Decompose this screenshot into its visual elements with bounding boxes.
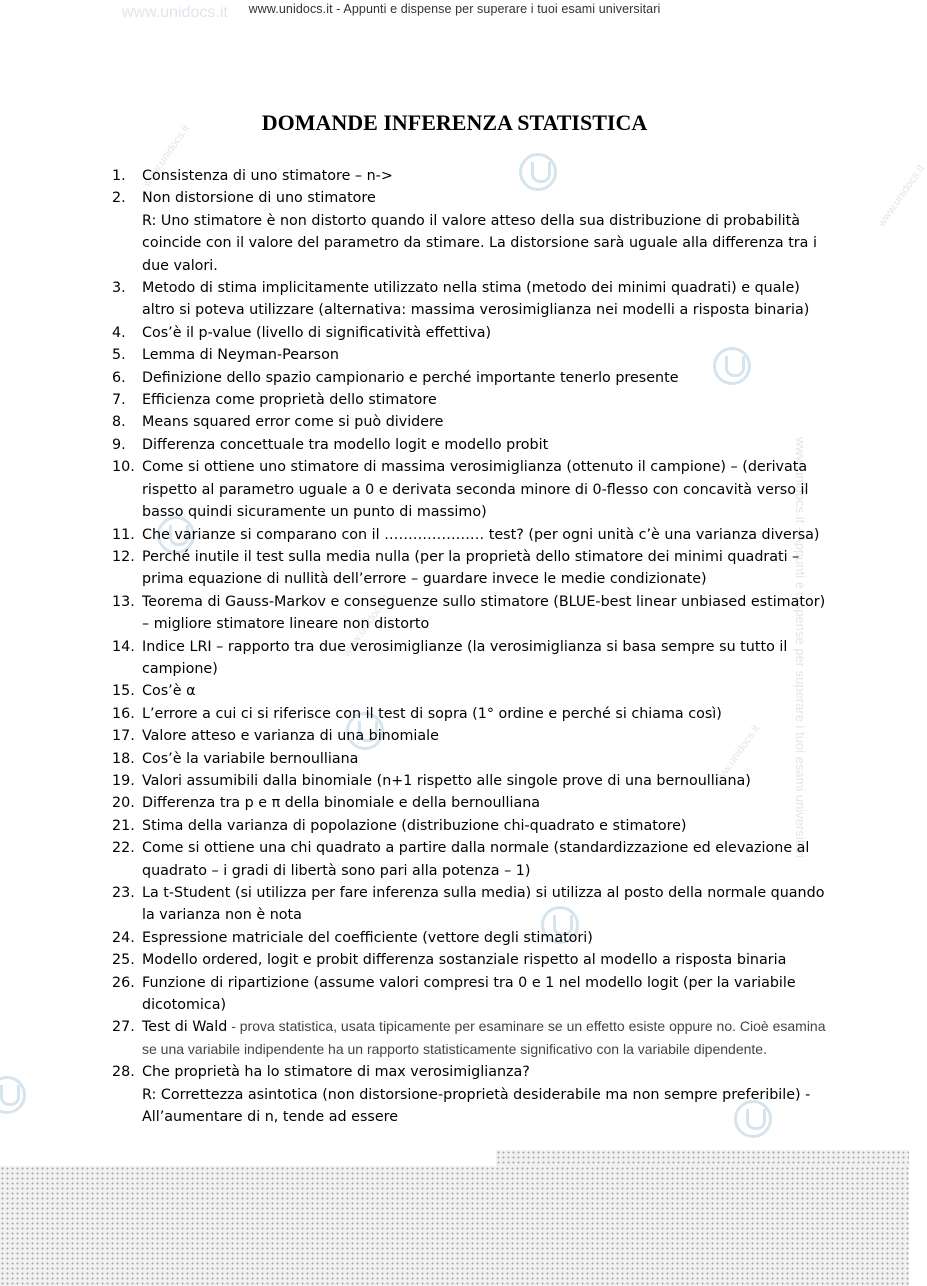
- list-item: [112, 725, 832, 747]
- question-text: Espressione matriciale del coefficiente (vettore degli stimatori): [142, 929, 593, 946]
- watermark-vertical-right: www.unidocs.it - Appunti e dispense per superare i tuoi esami universitari: [792, 437, 808, 858]
- question-text: Che varianze si comparano con il ………………… test? (per ogni unità c’è una varianza diversa): [142, 526, 820, 543]
- unidocs-logo-icon: [0, 1076, 26, 1114]
- question-text: Che proprietà ha lo stimatore di max verosimiglianza?: [142, 1064, 530, 1081]
- item-number: 24.: [112, 929, 135, 946]
- list-item: [112, 411, 832, 433]
- list-item: [112, 748, 832, 770]
- item-number: 23.: [112, 885, 135, 901]
- item-number: 7.: [112, 392, 126, 409]
- question-extra-text: - prova statistica, usata tipicamente per esaminare se un effetto esiste oppure no. Cioè esamina se una variabile indipendente ha un rapporto statisticamente significativo con la variabile dipendente.: [142, 1018, 826, 1057]
- list-item: [112, 546, 832, 591]
- list-item: [112, 837, 832, 882]
- item-number: 14.: [112, 638, 135, 655]
- list-item: [112, 344, 832, 366]
- answer-text: R: Uno stimatore è non distorto quando il valore atteso della sua distribuzione di probabilità coincide con il valore del parametro da stimare. La distorsione sarà uguale alla differenza tra i due valori.: [142, 212, 817, 274]
- list-item: [112, 1061, 832, 1128]
- question-text: Come si ottiene una chi quadrato a partire dalla normale (standardizzazione ed elevazione al quadrato – i gradi di libertà sono pari alla potenza – 1): [142, 840, 810, 879]
- item-number: 10.: [112, 459, 135, 476]
- item-number: 12.: [112, 548, 135, 565]
- list-item: [112, 434, 832, 456]
- item-number: 5.: [112, 347, 126, 364]
- question-text: Lemma di Neyman-Pearson: [142, 347, 339, 364]
- item-number: 27.: [112, 1019, 135, 1036]
- item-number: 21.: [112, 817, 135, 834]
- list-item: [112, 389, 832, 411]
- list-item: [112, 524, 832, 546]
- question-text: Stima della varianza di popolazione (distribuzione chi-quadrato e stimatore): [142, 817, 687, 834]
- question-text: Differenza concettuale tra modello logit e modello probit: [142, 436, 549, 453]
- list-item: [112, 1016, 832, 1061]
- question-text: Consistenza di uno stimatore – n->: [142, 168, 393, 184]
- item-number: 13.: [112, 593, 135, 610]
- question-text: Indice LRI – rapporto tra due verosimiglianze (la verosimiglianza si basa sempre su tutto il campione): [142, 638, 788, 677]
- question-text: Valore atteso e varianza di una binomiale: [142, 728, 439, 745]
- list-item: [112, 815, 832, 837]
- item-number: 3.: [112, 280, 126, 297]
- page-title: DOMANDE INFERENZA STATISTICA: [261, 110, 648, 135]
- question-text: Come si ottiene uno stimatore di massima verosimiglianza (ottenuto il campione) – (derivata rispetto al parametro uguale a 0 e derivata seconda minore di 0-flesso con concavità verso il basso quindi sicuramente un punto di massimo): [142, 459, 809, 521]
- item-number: 25.: [112, 952, 135, 969]
- question-text: Funzione di ripartizione (assume valori compresi tra 0 e 1 nel modello logit (per la variabile dicotomica): [142, 974, 796, 1014]
- question-text: La t-Student (si utilizza per fare inferenza sulla media) si utilizza al posto della normale quando la varianza non è nota: [142, 885, 825, 924]
- item-number: 16.: [112, 705, 135, 722]
- question-text: Metodo di stima implicitamente utilizzato nella stima (metodo dei minimi quadrati) e quale) altro si poteva utilizzare (alternativa: massima verosimiglianza nei modelli a risposta binaria): [142, 280, 810, 319]
- dotted-overlay: [0, 1166, 909, 1286]
- item-number: 20.: [112, 795, 135, 812]
- list-item: [112, 882, 832, 927]
- item-number: 9.: [112, 436, 126, 453]
- question-text: Cos’è il p-value (livello di significatività effettiva): [142, 324, 492, 341]
- item-number: 18.: [112, 750, 135, 767]
- question-text: Cos’è α: [142, 683, 196, 700]
- list-item: [112, 165, 832, 187]
- question-text: Test di Wald: [142, 1019, 228, 1036]
- list-item: [112, 277, 832, 322]
- item-number: 2.: [112, 190, 126, 207]
- question-text: Means squared error come si può dividere: [142, 414, 444, 431]
- question-text: Cos’è la variabile bernoulliana: [142, 750, 359, 767]
- item-number: 6.: [112, 369, 126, 386]
- list-item: [112, 949, 832, 971]
- question-text: Teorema di Gauss-Markov e conseguenze sullo stimatore (BLUE-best linear unbiased estimator) – migliore stimatore lineare non distorto: [142, 593, 826, 633]
- watermark-diag-1: www.unidocs.it: [140, 122, 193, 190]
- list-item: [112, 770, 832, 792]
- list-item: [112, 703, 832, 725]
- watermark-diag-2: www.unidocs.it: [710, 722, 763, 790]
- list-item: [112, 322, 832, 344]
- question-text: Definizione dello spazio campionario e perché importante tenerlo presente: [142, 369, 679, 386]
- item-number: 22.: [112, 840, 135, 857]
- question-text: Valori assumibili dalla binomiale (n+1 rispetto alle singole prove di una bernoulliana): [142, 772, 751, 789]
- list-item: [112, 792, 832, 814]
- list-item: [112, 456, 832, 523]
- answer-text: R: Correttezza asintotica (non distorsione-proprietà desiderabile ma non sempre preferibile) - All’aumentare di n, tende ad essere: [142, 1086, 811, 1126]
- question-text: Modello ordered, logit e probit differenza sostanziale rispetto al modello a risposta binaria: [142, 952, 787, 969]
- item-number: 28.: [112, 1064, 135, 1081]
- question-text: Differenza tra p e π della binomiale e della bernoulliana: [142, 795, 541, 812]
- item-number: 15.: [112, 683, 135, 700]
- list-item: [112, 187, 832, 277]
- item-number: 4.: [112, 324, 126, 341]
- list-item: [112, 591, 832, 636]
- question-text: Perché inutile il test sulla media nulla (per la proprietà dello stimatore dei minimi quadrati – prima equazione di nullità dell’errore – guardare invece le medie condizionate): [142, 548, 800, 588]
- watermark-diag-3: www.unidocs.it: [340, 592, 393, 660]
- watermark-top-left: www.unidocs.it: [122, 4, 228, 21]
- question-list: [112, 165, 832, 1128]
- question-text: Efficienza come proprietà dello stimatore: [142, 392, 437, 409]
- item-number: 8.: [112, 414, 126, 431]
- watermark-diag-4: www.unidocs.it: [875, 162, 927, 230]
- question-text: Non distorsione di uno stimatore: [142, 190, 376, 207]
- list-item: [112, 680, 832, 702]
- item-number: 11.: [112, 526, 135, 543]
- header-url: www.unidocs.it - Appunti e dispense per superare i tuoi esami universitari: [248, 2, 661, 16]
- list-item: [112, 927, 832, 949]
- item-number: 17.: [112, 728, 135, 745]
- item-number: 1.: [112, 168, 126, 184]
- list-item: [112, 972, 832, 1017]
- item-number: 19.: [112, 772, 135, 789]
- item-number: 26.: [112, 974, 135, 991]
- question-text: L’errore a cui ci si riferisce con il test di sopra (1° ordine e perché si chiama così): [142, 705, 722, 722]
- list-item: [112, 367, 832, 389]
- list-item: [112, 636, 832, 681]
